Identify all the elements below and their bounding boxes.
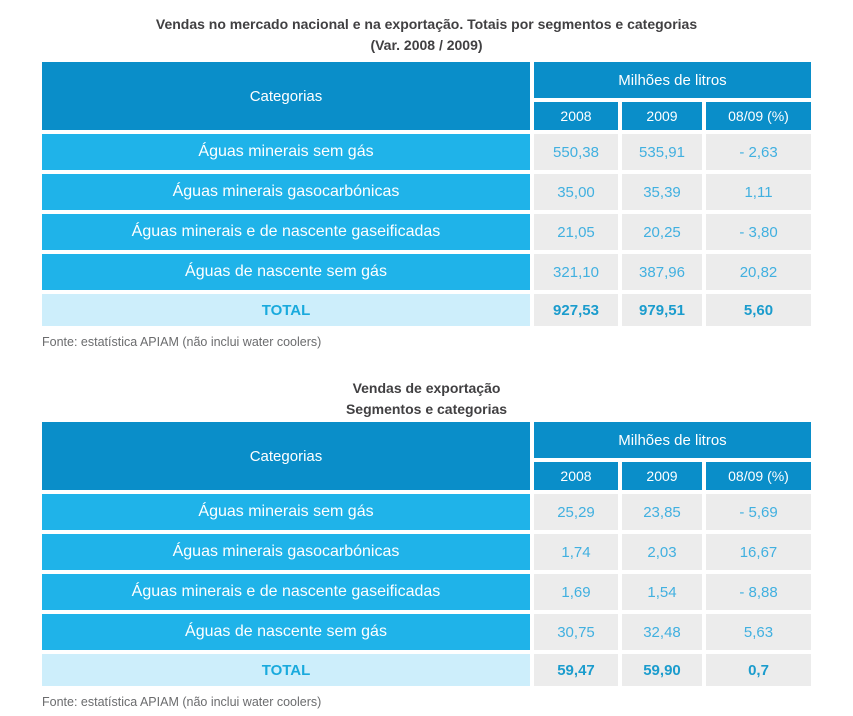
column-header-2008: 2008 [534, 102, 618, 130]
value-2008-cell: 1,69 [534, 574, 618, 610]
column-header-variation: 08/09 (%) [706, 462, 811, 490]
column-header-2009: 2009 [622, 462, 702, 490]
title-line-1: Vendas de exportação [352, 380, 501, 396]
category-cell: Águas minerais gasocarbónicas [42, 174, 530, 210]
title-line-2: Segmentos e categorias [345, 401, 508, 417]
value-2009-cell: 387,96 [622, 254, 702, 290]
total-label-cell: TOTAL [42, 654, 530, 686]
total-row [42, 294, 811, 326]
national-sales-table [42, 62, 811, 326]
total-variation-cell: 0,7 [706, 654, 811, 686]
source-note: Fonte: estatística APIAM (não inclui water coolers) [42, 335, 322, 349]
national-sales-section [0, 14, 853, 350]
value-2008-cell: 25,29 [534, 494, 618, 530]
variation-cell: - 8,88 [706, 574, 811, 610]
value-2008-cell: 21,05 [534, 214, 618, 250]
category-cell: Águas minerais e de nascente gaseificadas [42, 214, 530, 250]
category-cell: Águas minerais e de nascente gaseificadas [42, 574, 530, 610]
national-sales-title [0, 14, 853, 56]
table-row [42, 254, 811, 290]
value-2009-cell: 2,03 [622, 534, 702, 570]
value-2009-cell: 35,39 [622, 174, 702, 210]
table-row [42, 134, 811, 170]
column-header-2009: 2009 [622, 102, 702, 130]
value-2009-cell: 1,54 [622, 574, 702, 610]
variation-cell: 5,63 [706, 614, 811, 650]
export-sales-table [42, 422, 811, 686]
category-cell: Águas minerais gasocarbónicas [42, 534, 530, 570]
value-2008-cell: 321,10 [534, 254, 618, 290]
table-row [42, 614, 811, 650]
values-header-group [534, 422, 811, 490]
table-row [42, 534, 811, 570]
category-cell: Águas minerais sem gás [42, 494, 530, 530]
column-header-2008: 2008 [534, 462, 618, 490]
value-2009-cell: 23,85 [622, 494, 702, 530]
total-row [42, 654, 811, 686]
table-row [42, 574, 811, 610]
variation-cell: 16,67 [706, 534, 811, 570]
variation-cell: 20,82 [706, 254, 811, 290]
table-row [42, 494, 811, 530]
total-variation-cell: 5,60 [706, 294, 811, 326]
group-header-cell: Milhões de litros [534, 62, 811, 98]
variation-cell: - 2,63 [706, 134, 811, 170]
column-headers [534, 102, 811, 130]
table-row [42, 174, 811, 210]
value-2009-cell: 535,91 [622, 134, 702, 170]
variation-cell: - 5,69 [706, 494, 811, 530]
category-cell: Águas minerais sem gás [42, 134, 530, 170]
total-label-cell: TOTAL [42, 294, 530, 326]
categories-header-cell: Categorias [42, 62, 530, 130]
title-line-1: Vendas no mercado nacional e na exportação. Totais por segmentos e categorias [155, 16, 698, 32]
category-cell: Águas de nascente sem gás [42, 614, 530, 650]
variation-cell: 1,11 [706, 174, 811, 210]
export-sales-section [0, 378, 853, 710]
group-header-cell: Milhões de litros [534, 422, 811, 458]
variation-cell: - 3,80 [706, 214, 811, 250]
category-cell: Águas de nascente sem gás [42, 254, 530, 290]
value-2008-cell: 550,38 [534, 134, 618, 170]
value-2008-cell: 1,74 [534, 534, 618, 570]
export-sales-title [0, 378, 853, 420]
table-row [42, 214, 811, 250]
source-note: Fonte: estatística APIAM (não inclui water coolers) [42, 695, 322, 709]
title-line-2: (Var. 2008 / 2009) [370, 37, 483, 53]
total-2009-cell: 979,51 [622, 294, 702, 326]
table-header [42, 422, 811, 490]
values-header-group [534, 62, 811, 130]
value-2009-cell: 20,25 [622, 214, 702, 250]
total-2008-cell: 927,53 [534, 294, 618, 326]
table-header [42, 62, 811, 130]
total-2008-cell: 59,47 [534, 654, 618, 686]
value-2008-cell: 35,00 [534, 174, 618, 210]
column-headers [534, 462, 811, 490]
total-2009-cell: 59,90 [622, 654, 702, 686]
categories-header-cell: Categorias [42, 422, 530, 490]
value-2008-cell: 30,75 [534, 614, 618, 650]
value-2009-cell: 32,48 [622, 614, 702, 650]
column-header-variation: 08/09 (%) [706, 102, 811, 130]
